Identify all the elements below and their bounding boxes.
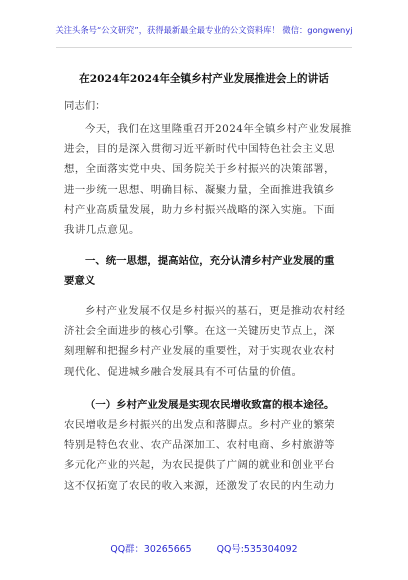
text-line: 现代化、促进城乡融合发展具有不可估量的价值。	[64, 365, 303, 378]
text-line: 想，全面落实党中央、国务院关于乡村振兴的决策部署，	[64, 163, 336, 176]
text-line: 刻理解和把握乡村产业发展的重要性，对于实现农业农村	[64, 345, 336, 358]
document-title: 在2024年2024年全镇乡村产业发展推进会上的讲话	[79, 73, 329, 85]
text-line: 济社会全面进步的核心引擎。在这一关键历史节点上，深	[64, 325, 336, 338]
text-line: 进会，目的是深入贯彻习近平新时代中国特色社会主义思	[64, 143, 336, 156]
text-line: 这不仅拓宽了农民的收入来源，还激发了农民的内生动力	[64, 479, 336, 492]
section-heading-1	[64, 251, 354, 291]
text-line: 乡村产业发展不仅是乡村振兴的基石，更是推动农村经	[85, 305, 346, 317]
text-line: 多元化产业的兴起，为农民提供了广阔的就业和创业平台	[64, 459, 336, 472]
header-divider	[56, 47, 352, 48]
text-line: 今天，我们在这里隆重召开2024年全镇乡村产业发展推	[85, 123, 352, 135]
text-line: 村产业高质量发展，助力乡村振兴战略的深入实施。下面	[64, 203, 336, 216]
salutation: 同志们：	[64, 100, 106, 112]
text-line: 我讲几点意见。	[64, 224, 140, 237]
heading-line: 一、统一思想，提高站位，充分认清乡村产业发展的重	[85, 255, 335, 267]
text-line: 农民增收是乡村振兴的出发点和落脚点。乡村产业的繁荣	[64, 419, 336, 431]
paragraph-significance	[64, 301, 348, 382]
header-note: 关注头条号“公文研究”，获得最新最全最专业的公文资料库！ 微信：gongwenyj	[55, 25, 353, 35]
paragraph-income	[64, 415, 348, 496]
heading-line: 要意义	[64, 275, 96, 288]
paragraph-intro	[64, 119, 352, 240]
qq-number: QQ号:535304092	[216, 544, 298, 555]
subsection-heading-1	[64, 395, 354, 415]
heading-line: （一）乡村产业发展是实现农民增收致富的根本途径。	[85, 399, 335, 411]
footer-contacts	[0, 541, 408, 555]
text-line: 进一步统一思想、明确目标、凝聚力量，全面推进我镇乡	[64, 183, 336, 196]
qq-group-number: QQ群：30265665	[110, 544, 192, 555]
text-line: 特别是特色农业、农产品深加工、农村电商、乡村旅游等	[64, 439, 336, 452]
